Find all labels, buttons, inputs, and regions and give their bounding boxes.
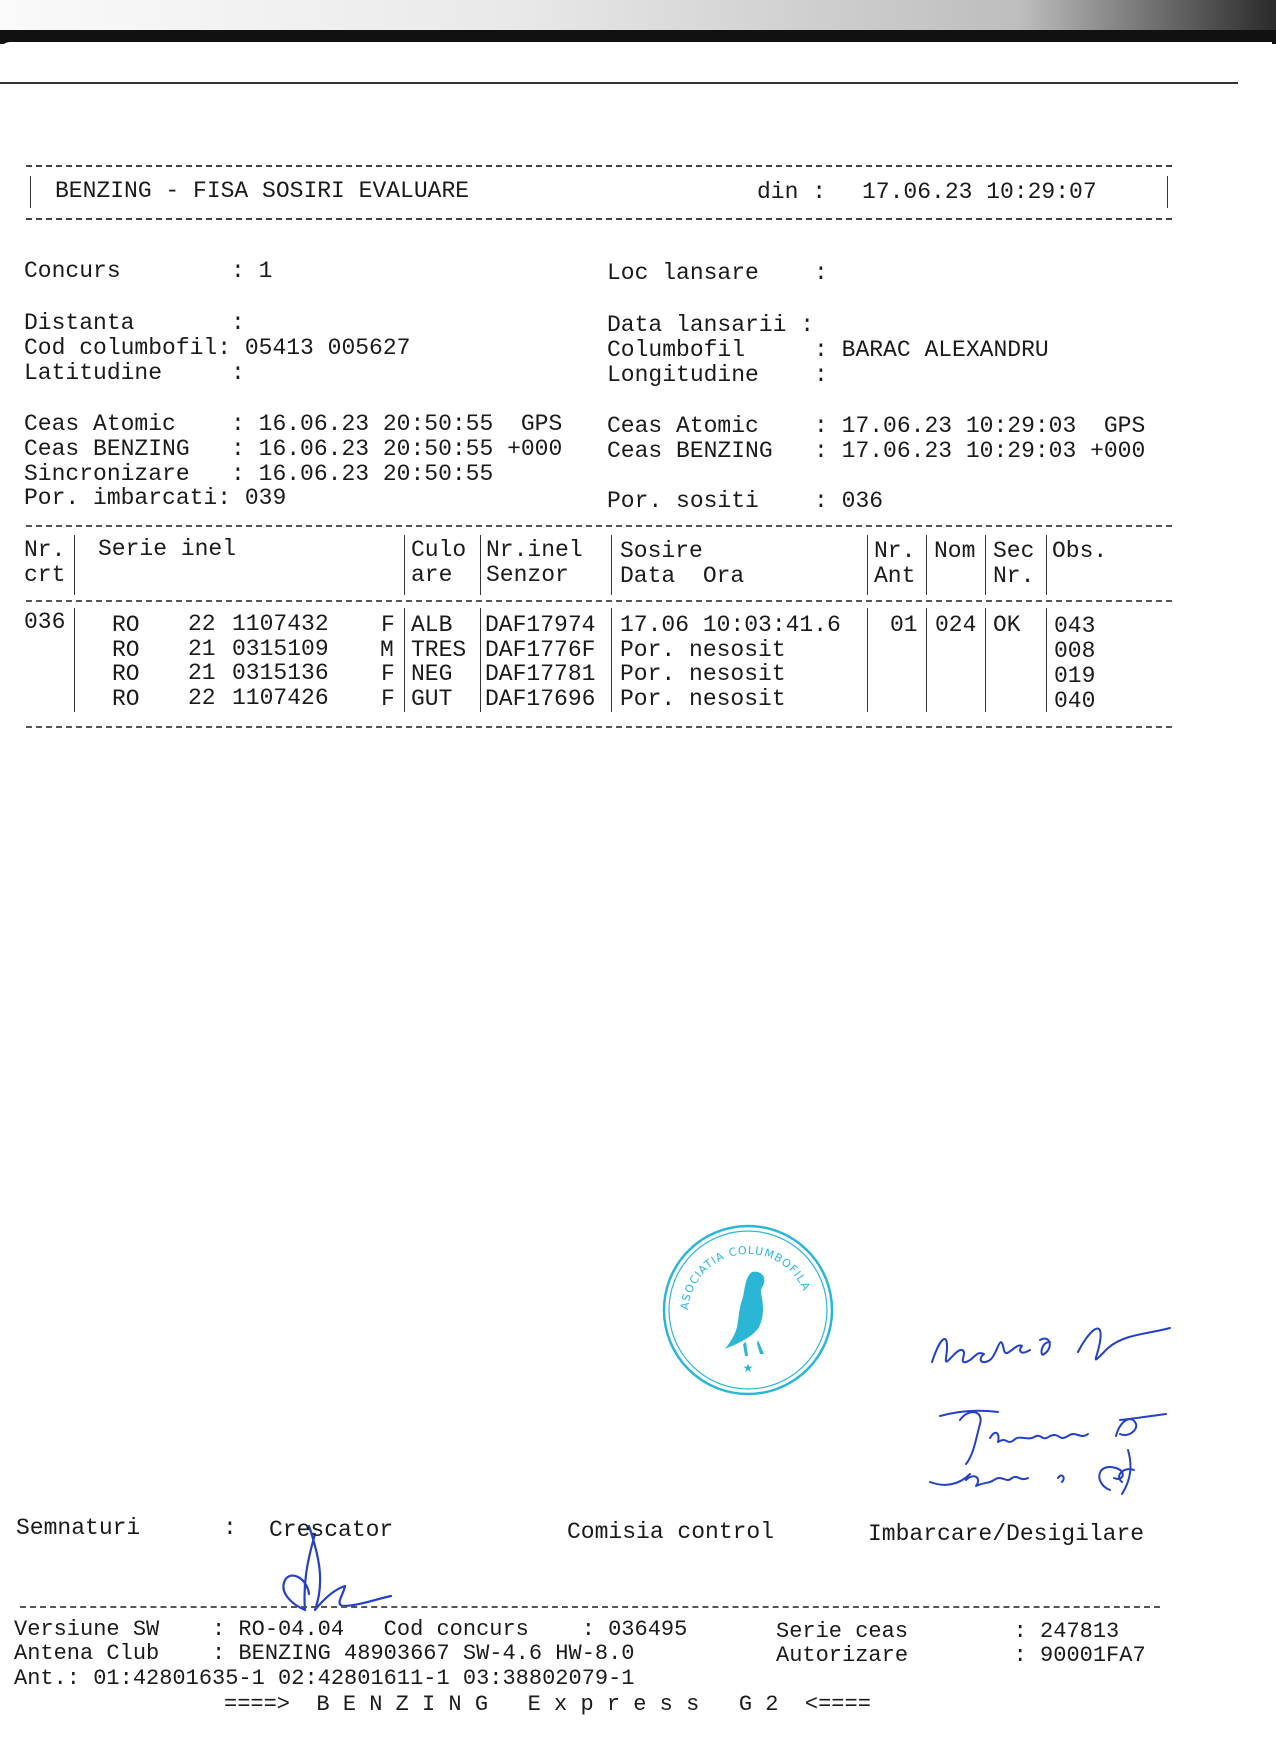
- header-nom: Nom: [934, 538, 976, 564]
- header-senzor: Senzor: [486, 562, 569, 588]
- ceas-benzing-left: Ceas BENZING : 16.06.23 20:50:55 +000: [24, 436, 563, 462]
- col-sep: [985, 608, 986, 712]
- col-sep: [985, 535, 986, 595]
- ring-number: 0315109: [232, 636, 329, 662]
- por-sositi-field: Por. sositi : 036: [607, 488, 884, 514]
- bird-color: NEG: [411, 661, 453, 687]
- title-box-bottom: [26, 218, 1172, 220]
- sincronizare-field: Sincronizare : 16.06.23 20:50:55: [24, 461, 494, 487]
- footer-serie-ceas: Serie ceas : 247813: [776, 1619, 1120, 1644]
- col-sep: [611, 535, 612, 595]
- longitudine-field: Longitudine :: [607, 362, 828, 388]
- col-sep: [867, 535, 868, 595]
- pigeon-icon: [725, 1272, 764, 1356]
- document-title: BENZING - FISA SOSIRI EVALUARE: [55, 178, 470, 204]
- footer-autorizare: Autorizare : 90001FA7: [776, 1643, 1146, 1668]
- arrival-time: Por. nesosit: [620, 686, 786, 712]
- antenna-nr: 01: [890, 612, 918, 638]
- col-sep: [480, 535, 481, 595]
- col-sep: [867, 608, 868, 712]
- row-nr-crt: 036: [24, 609, 66, 635]
- col-sep: [480, 608, 481, 712]
- committee-signatures: [920, 1300, 1220, 1520]
- header-sec-nr: Nr.: [993, 563, 1035, 589]
- club-stamp: [660, 1222, 836, 1398]
- footer-antena-club: Antena Club : BENZING 48903667 SW-4.6 HW-8.0: [14, 1641, 635, 1666]
- columbofil-field: Columbofil : BARAC ALEXANDRU: [607, 337, 1049, 363]
- footer-brand: ====> B E N Z I N G E x p r e s s G 2 <====: [224, 1692, 871, 1717]
- header-serie-inel: Serie inel: [98, 536, 237, 562]
- col-sep: [1046, 535, 1047, 595]
- sensor-ring: DAF17974: [485, 612, 596, 638]
- header-nr: Nr.: [24, 537, 66, 563]
- header-obs: Obs.: [1052, 538, 1108, 564]
- header-culo: Culo: [411, 537, 467, 563]
- por-imbarcati-field: Por. imbarcati: 039: [24, 485, 287, 511]
- col-sep: [74, 608, 75, 712]
- bird-color: TRES: [411, 637, 467, 663]
- ring-sex: F: [381, 661, 395, 687]
- signatures-label: Semnaturi :: [16, 1515, 237, 1541]
- ring-country: RO: [112, 661, 140, 687]
- signature-boarding-label: Imbarcare/Desigilare: [868, 1521, 1145, 1547]
- obs-value: 043: [1054, 613, 1096, 639]
- header-rule: [0, 82, 1238, 84]
- sensor-ring: DAF1776F: [485, 637, 596, 663]
- latitudine-field: Latitudine :: [24, 360, 245, 386]
- ring-country: RO: [112, 637, 140, 663]
- cod-columbofil-field: Cod columbofil: 05413 005627: [24, 335, 411, 361]
- table-bottom-rule: [26, 726, 1172, 728]
- signature-breeder-label: Crescator: [269, 1517, 394, 1543]
- header-sosire: Sosire: [620, 538, 703, 564]
- col-sep: [404, 535, 405, 595]
- footer-antennas: Ant.: 01:42801635-1 02:42801611-1 03:38802079-1: [14, 1666, 635, 1691]
- stamp-star: ★: [742, 1361, 754, 1375]
- sensor-ring: DAF17696: [485, 686, 596, 712]
- arrival-time: Por. nesosit: [620, 637, 786, 663]
- ceas-benzing-right: Ceas BENZING : 17.06.23 10:29:03 +000: [607, 438, 1146, 464]
- distanta-field: Distanta :: [24, 310, 245, 336]
- ring-year: 22: [188, 611, 216, 637]
- ring-year: 21: [188, 636, 216, 662]
- concurs-field: Concurs : 1: [24, 258, 273, 284]
- col-sep: [926, 535, 927, 595]
- nom-value: 024: [935, 612, 977, 638]
- bird-color: ALB: [411, 612, 453, 638]
- header-data-ora: Data Ora: [620, 563, 745, 589]
- data-lansarii-field: Data lansarii :: [607, 312, 815, 338]
- header-nr-inel: Nr.inel: [486, 537, 583, 563]
- bird-color: GUT: [411, 686, 453, 712]
- loc-lansare-field: Loc lansare :: [607, 260, 828, 286]
- title-box-right: [1167, 176, 1168, 208]
- ring-sex: F: [381, 612, 395, 638]
- ring-year: 22: [188, 685, 216, 711]
- header-nr-ant-2: Ant: [874, 563, 916, 589]
- header-crt: crt: [24, 562, 66, 588]
- obs-value: 008: [1054, 638, 1096, 664]
- ring-number: 1107426: [232, 685, 329, 711]
- col-sep: [611, 608, 612, 712]
- col-sep: [926, 608, 927, 712]
- arrival-time: Por. nesosit: [620, 661, 786, 687]
- obs-value: 040: [1054, 688, 1096, 714]
- footer-rule: [20, 1606, 1160, 1608]
- table-header-rule: [26, 600, 1172, 602]
- ring-country: RO: [112, 686, 140, 712]
- header-sec: Sec: [993, 538, 1035, 564]
- obs-value: 019: [1054, 663, 1096, 689]
- stamp-text: ASOCIATIA COLUMBOFILA: [678, 1243, 813, 1311]
- table-top-rule: [26, 525, 1172, 527]
- footer-version-line: Versiune SW : RO-04.04 Cod concurs : 036495: [14, 1617, 688, 1642]
- title-box-left: [30, 176, 31, 208]
- arrival-time: 17.06 10:03:41.6: [620, 612, 841, 638]
- col-sep: [1046, 608, 1047, 712]
- ring-year: 21: [188, 660, 216, 686]
- ceas-atomic-right: Ceas Atomic : 17.06.23 10:29:03 GPS: [607, 413, 1146, 439]
- col-sep: [74, 535, 75, 595]
- ceas-atomic-left: Ceas Atomic : 16.06.23 20:50:55 GPS: [24, 411, 563, 437]
- ring-sex: M: [380, 637, 394, 663]
- signature-commission-label: Comisia control: [567, 1519, 775, 1545]
- ring-number: 1107432: [232, 611, 329, 637]
- header-are: are: [411, 562, 453, 588]
- ring-sex: F: [381, 686, 395, 712]
- date-label: din :: [757, 179, 827, 205]
- header-nr-ant-1: Nr.: [874, 538, 916, 564]
- date-value: 17.06.23 10:29:07: [862, 179, 1097, 205]
- col-sep: [404, 608, 405, 712]
- title-box-top: [26, 165, 1172, 167]
- sensor-ring: DAF17781: [485, 661, 596, 687]
- ring-country: RO: [112, 612, 140, 638]
- ring-number: 0315136: [232, 660, 329, 686]
- sec-status: OK: [993, 612, 1021, 638]
